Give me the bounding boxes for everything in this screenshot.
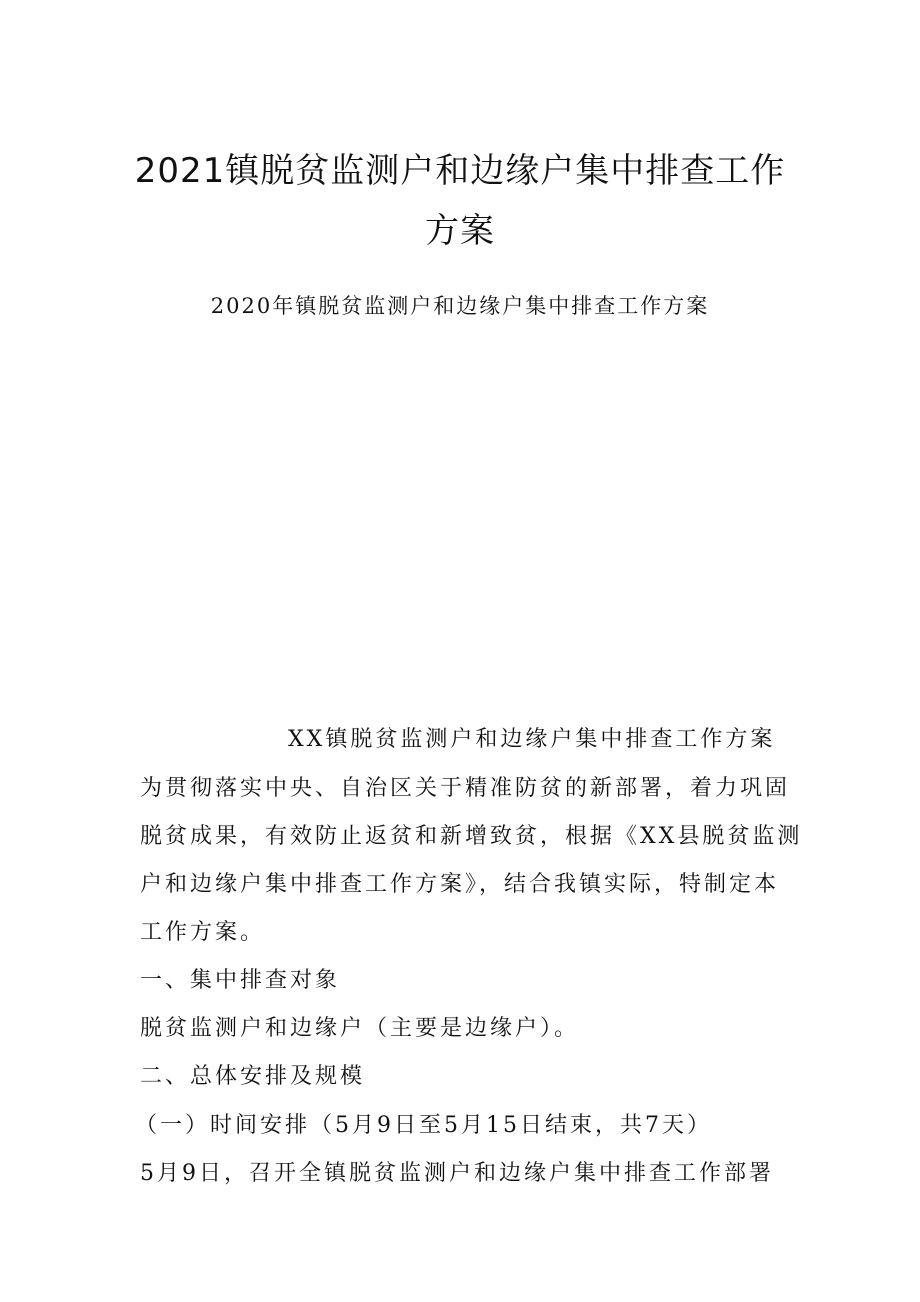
subsection-heading: （一）时间安排（5月9日至5月15日结束，共7天） bbox=[135, 1113, 712, 1138]
document-title-line-1: 2021镇脱贫监测户和边缘户集中排查工作 bbox=[134, 151, 786, 191]
body-line: 5月9日，召开全镇脱贫监测户和边缘户集中排查工作部署 bbox=[140, 1161, 774, 1186]
body-line: 为贯彻落实中央、自治区关于精准防贫的新部署，着力巩固 bbox=[140, 776, 791, 801]
body-line: 脱贫成果，有效防止返贫和新增致贫，根据《XX县脱贫监测 bbox=[140, 824, 803, 849]
body-line: 脱贫监测户和边缘户（主要是边缘户）。 bbox=[140, 1016, 580, 1041]
document-title-line-2: 方案 bbox=[425, 211, 495, 251]
document-subtitle: 2020年镇脱贫监测户和边缘户集中排查工作方案 bbox=[210, 294, 710, 318]
section-heading-2: 二、总体安排及规模 bbox=[140, 1064, 366, 1089]
section-heading-1: 一、集中排查对象 bbox=[140, 968, 341, 993]
body-line: 户和边缘户集中排查工作方案》，结合我镇实际，特制定本 bbox=[140, 872, 780, 897]
body-line: 工作方案。 bbox=[140, 920, 266, 945]
section-heading: XX镇脱贫监测户和边缘户集中排查工作方案 bbox=[288, 727, 776, 752]
